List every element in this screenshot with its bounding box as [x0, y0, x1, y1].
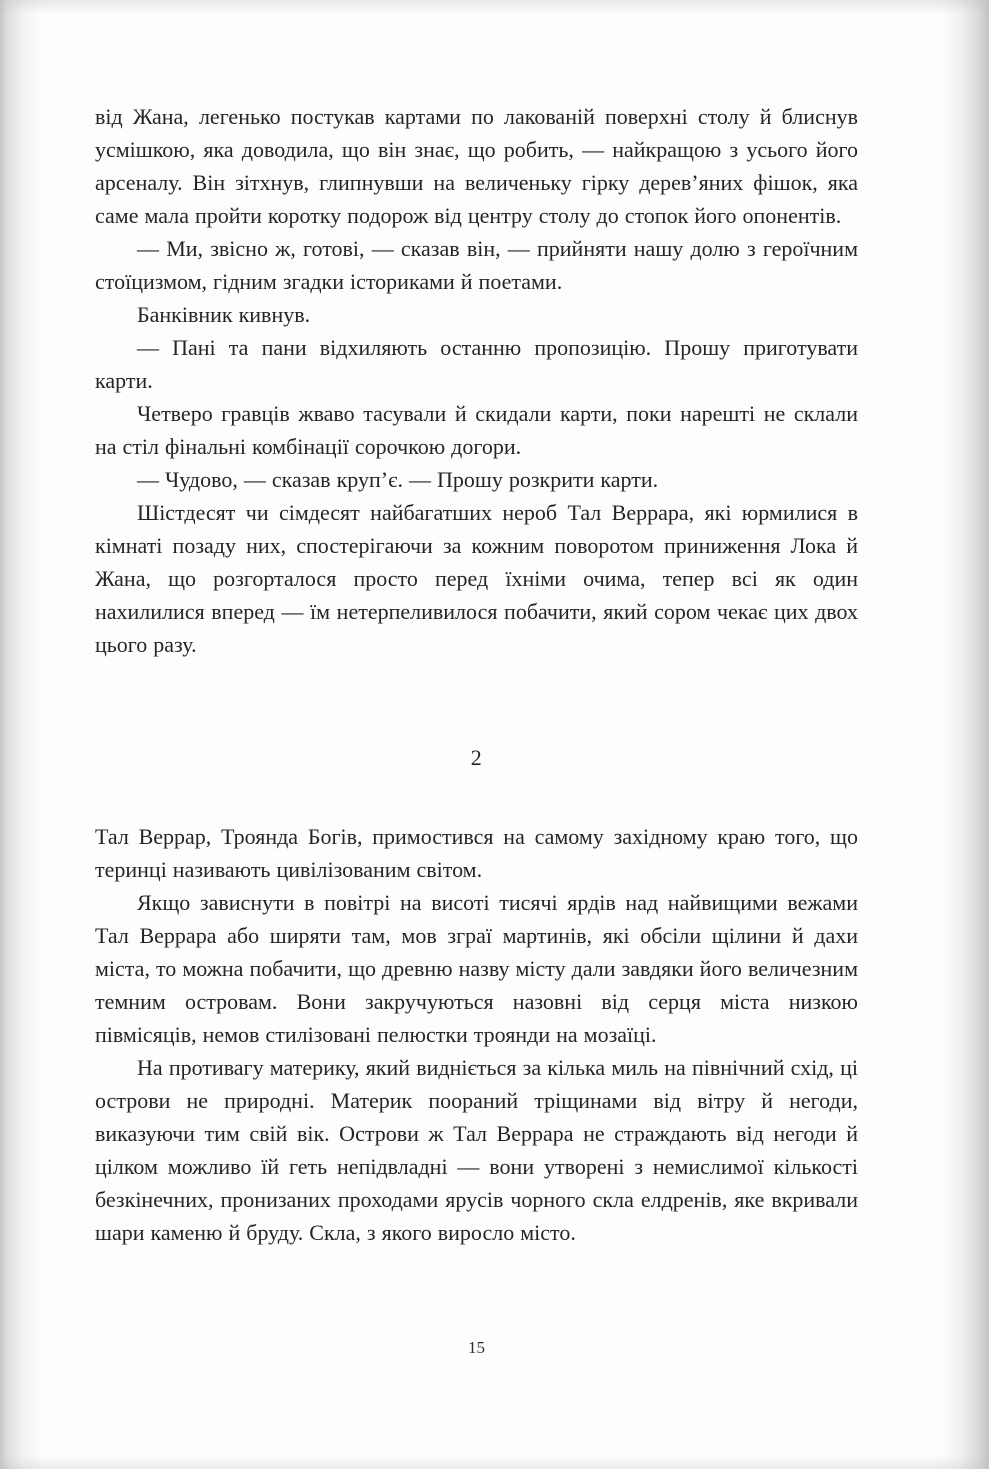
section-number-heading: 2 [470, 745, 483, 770]
page-top-edge-shadow [0, 0, 989, 14]
paragraph: Четверо гравців жваво тасували й скидали карти, поки нарешті не склали на стіл фінальні комбінації сорочкою догори. [95, 401, 858, 459]
paragraph: Шістдесят чи сімдесят найбагатших нероб Тал Веррара, які юрмилися в кімнаті позаду них, спостерігаючи за кожним поворотом приниження Лока й Жана, що розгорталося просто перед їхніми очима, тепер всі як один нахилилися вперед — їм нетерпеливилося побачити, який сором чекає цих двох цього разу. [95, 500, 858, 657]
paragraph: На противагу материку, який видніється за кілька миль на північний схід, ці острови не природні. Материк поораний тріщинами від вітру й негоди, виказуючи тим свій вік. Острови ж Тал Веррара не страждають від негоди й цілком можливо їй геть непідвладні — вони утворені з немислимої кількості безкінечних, пронизаних проходами ярусів чорного скла елдренів, яке вкривали шари каменю й бруду. Скла, з якого виросло місто. [95, 1055, 858, 1245]
paragraph: Тал Веррар, Троянда Богів, примостився на самому західному краю того, що теринці називають цивілізованим світом. [95, 824, 858, 882]
paragraph: — Чудово, — сказав круп’є. — Прошу розкрити карти. [137, 467, 659, 492]
paragraph: — Пані та пани відхиляють останню пропозицію. Прошу приготувати карти. [95, 335, 858, 393]
paragraph: Якщо зависнути в повітрі на висоті тисячі ярдів над найвищими вежами Тал Веррара або ширяти там, мов зграї мартинів, які обсіли щілини й дахи міста, то можна побачити, що древню назву місту дали завдяки його величезним темним островам. Вони закручуються назовні від серця міста низкою півмісяців, немов стилізовані пелюстки троянди на мозаїці. [95, 890, 858, 1047]
paragraph: від Жана, легенько постукав картами по лакованій поверхні столу й блиснув усмішкою, яка доводила, що він знає, що робить, — найкращою з усього його арсеналу. Він зітхнув, глипнувши на величеньку гірку дерев’яних фішок, яка саме мала пройти коротку подорож від центру столу до стопок його опонентів. [95, 104, 858, 228]
page-left-edge-shadow [0, 0, 42, 1469]
paragraph: Банківник кивнув. [137, 302, 311, 327]
section-1 [95, 100, 858, 661]
section-2 [95, 820, 858, 1249]
page-bottom-edge-shadow [0, 1455, 989, 1469]
paragraph: — Ми, звісно ж, готові, — сказав він, — прийняти нашу долю з героїчним стоїцизмом, гідним згадки істориками й поетами. [95, 236, 858, 294]
page-right-edge-shadow [941, 0, 989, 1469]
text-block [95, 100, 858, 1249]
page-number: 15 [468, 1338, 485, 1357]
